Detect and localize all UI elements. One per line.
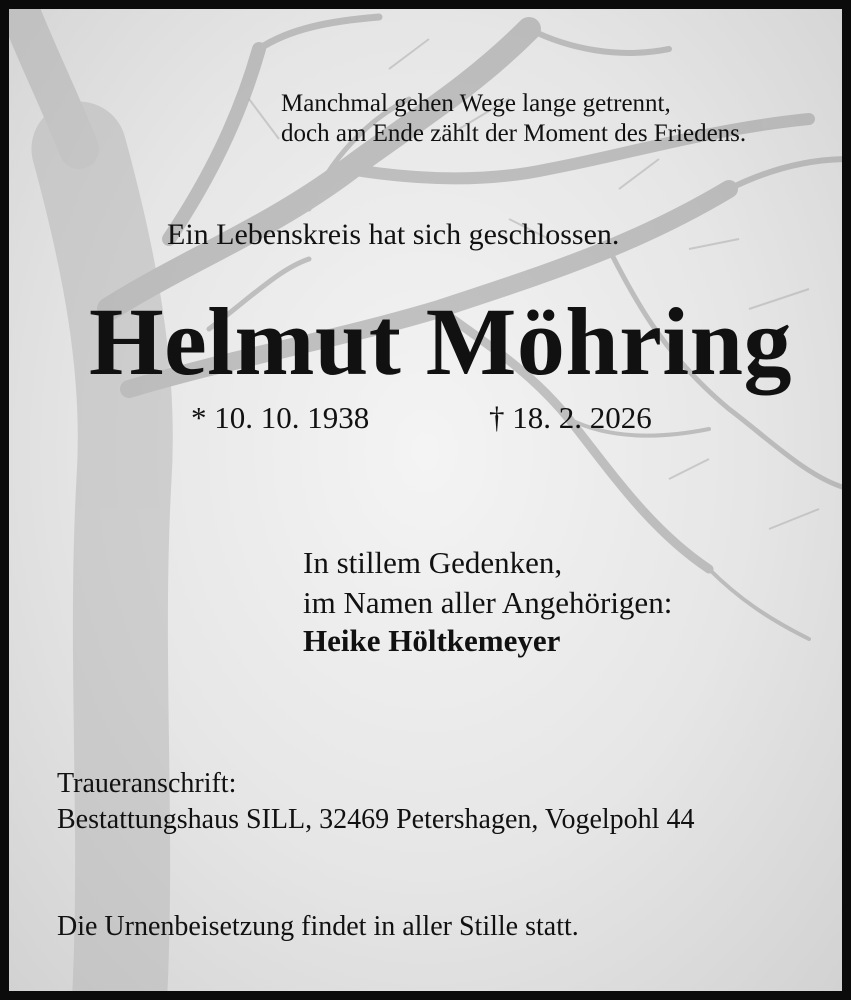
birth-date: * 10. 10. 1938 (191, 400, 370, 435)
opening-quote (281, 89, 746, 149)
deceased-name: Helmut Möhring (89, 288, 792, 395)
quote-line-2: doch am Ende zählt der Moment des Friedens. (281, 120, 747, 147)
mourners-line-1: In stillem Gedenken, (303, 545, 563, 580)
foggy-tree-background-image (9, 9, 851, 1000)
death-date: † 18. 2. 2026 (489, 400, 652, 435)
intro-line: Ein Lebenskreis hat sich geschlossen. (167, 218, 620, 251)
mourners-line-2: im Namen aller Angehörigen: (303, 585, 673, 620)
mourning-address (57, 766, 694, 838)
address-label: Traueranschrift: (57, 768, 237, 799)
mourners-block (303, 543, 672, 623)
address-line: Bestattungshaus SILL, 32469 Petershagen, Vogelpohl 44 (57, 804, 695, 835)
quote-line-1: Manchmal gehen Wege lange getrennt, (281, 90, 671, 117)
signer-name: Heike Höltkemeyer (303, 623, 561, 658)
burial-note: Die Urnenbeisetzung findet in aller Stille statt. (57, 911, 579, 942)
